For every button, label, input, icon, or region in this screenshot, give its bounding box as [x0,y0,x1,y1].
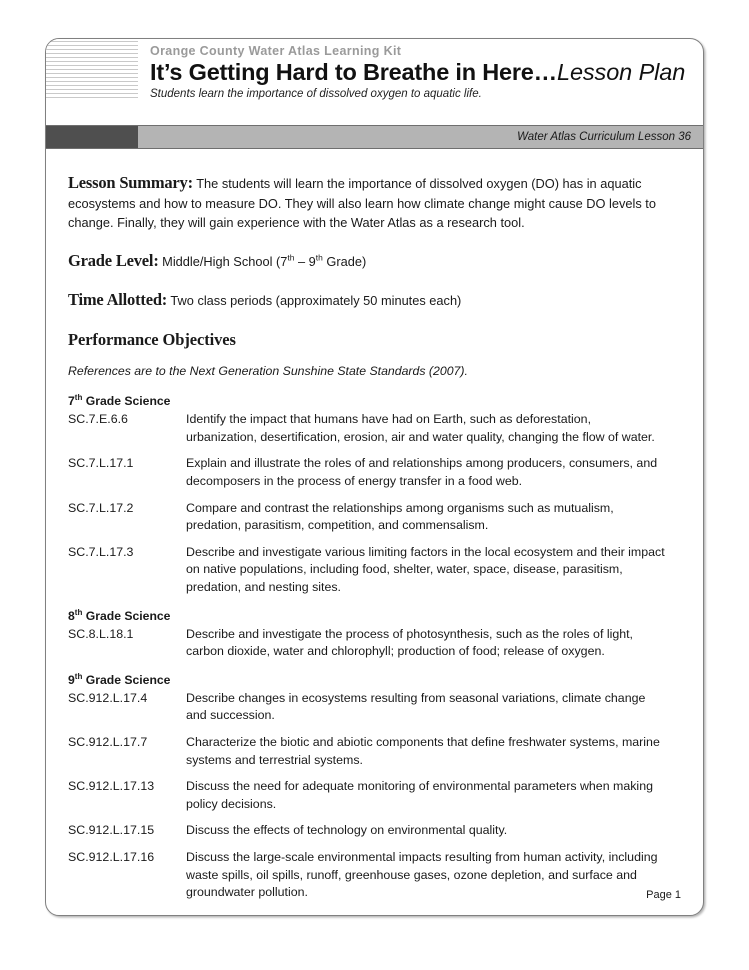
document-title-main: It’s Getting Hard to Breathe in Here… [150,59,557,85]
grade-block [68,673,681,902]
standard-code: SC.912.L.17.4 [68,690,148,705]
standard-description: Explain and illustrate the roles of and relationships among producers, consumers, and decomposers in the process of energy transfer in a food web. [186,456,658,488]
standard-row [68,734,681,778]
grade-heading-rest: Grade Science [82,394,171,409]
standard-description: Characterize the biotic and abiotic components that define freshwater systems, marine systems and terrestrial systems. [186,735,660,767]
standard-description: Discuss the large-scale environmental impacts resulting from human activity, including waste spills, oil spills, runoff, greenhouse gases, ozone depletion, and surface and groundwater pollution. [186,850,658,900]
striped-logo-icon [46,39,138,101]
standard-code: SC.7.E.6.6 [68,412,128,427]
document-header [46,39,703,125]
standard-row [68,626,681,661]
grade-heading-number: 7 [68,394,75,409]
grade-level-paragraph [68,249,681,273]
standard-row [68,822,681,849]
grade-heading-number: 8 [68,608,75,623]
grade-level-superscript-1: th [287,253,295,264]
curriculum-bar-dark-block [46,126,138,148]
standard-code: SC.7.L.17.2 [68,500,134,515]
lesson-summary-paragraph [68,171,681,233]
grade-block [68,394,681,596]
curriculum-bar [46,125,703,149]
page-footer: Page 1 [646,889,681,901]
standard-description: Compare and contrast the relationships among organisms such as mutualism, predation, parasitism, competition, and commensalism. [186,500,614,533]
grade-heading [68,609,681,623]
grade-level-text-after: Grade) [322,254,367,270]
grade-heading-superscript: th [74,393,83,403]
standards-table [68,626,681,661]
standard-description: Describe changes in ecosystems resulting from seasonal variations, climate change and succession. [186,690,646,723]
time-allotted-label: Time Allotted: [68,289,168,309]
standard-row [68,778,681,822]
standard-description: Identify the impact that humans have had on Earth, such as deforestation, urbanization, desertification, erosion, air and water quality, changing the flow of water. [186,412,655,444]
references-note: References are to the Next Generation Sunshine State Standards (2007). [68,364,468,379]
standard-row [68,455,681,499]
standards-list [68,394,681,902]
standard-row [68,500,681,544]
standards-table [68,411,681,596]
time-allotted-paragraph [68,288,681,312]
lesson-summary-text: The students will learn the importance of dissolved oxygen (DO) has in aquatic ecosystems and how to measure DO. They will also learn how climate change might cause DO levels to change. Finally, they will gain experience with the Water Atlas as a research tool. [68,176,656,231]
grade-heading-rest: Grade Science [82,608,171,623]
standard-code: SC.7.L.17.1 [68,456,134,471]
grade-level-text-mid: – 9 [294,254,316,270]
standard-description: Discuss the effects of technology on environmental quality. [186,823,508,838]
grade-block [68,609,681,661]
standard-code: SC.7.L.17.3 [68,544,134,559]
grade-heading-superscript: th [74,671,83,681]
standard-row [68,544,681,597]
lesson-summary-label: Lesson Summary: [68,173,193,192]
standard-description: Describe and investigate various limiting factors in the local ecosystem and their impact on native populations, including food, shelter, water, space, disease, parasitism, predation, and nesting sites. [186,544,665,594]
document-page [45,38,704,916]
standard-code: SC.912.L.17.16 [68,850,155,865]
grade-heading-number: 9 [68,672,75,687]
standard-code: SC.912.L.17.13 [68,779,155,794]
header-tagline: Students learn the importance of dissolved oxygen to aquatic life. [150,87,482,100]
grade-heading [68,673,681,687]
grade-heading [68,394,681,408]
document-content [46,149,703,902]
header-text-block [150,39,695,100]
curriculum-lesson-label: Water Atlas Curriculum Lesson 36 [517,131,691,143]
performance-objectives-heading: Performance Objectives [68,330,236,350]
grade-heading-rest: Grade Science [82,672,171,687]
standards-table [68,690,681,902]
document-title [150,60,695,85]
document-title-subtitle: Lesson Plan [556,59,686,85]
grade-level-text-before: Middle/High School (7 [158,254,288,270]
grade-heading-superscript: th [74,607,83,617]
header-kicker: Orange County Water Atlas Learning Kit [150,44,402,58]
standard-description: Describe and investigate the process of photosynthesis, such as the roles of light, carbon dioxide, water and chlorophyll; production of food; release of oxygen. [186,626,634,659]
standard-row [68,849,681,902]
time-allotted-text: Two class periods (approximately 50 minutes each) [167,292,462,308]
standard-row [68,690,681,734]
standard-row [68,411,681,455]
grade-level-superscript-2: th [315,253,323,264]
grade-level-label: Grade Level: [68,251,159,271]
standard-code: SC.912.L.17.15 [68,823,155,838]
standard-code: SC.8.L.18.1 [68,626,134,641]
standard-description: Discuss the need for adequate monitoring of environmental parameters when making policy decisions. [186,779,653,811]
standard-code: SC.912.L.17.7 [68,735,148,750]
